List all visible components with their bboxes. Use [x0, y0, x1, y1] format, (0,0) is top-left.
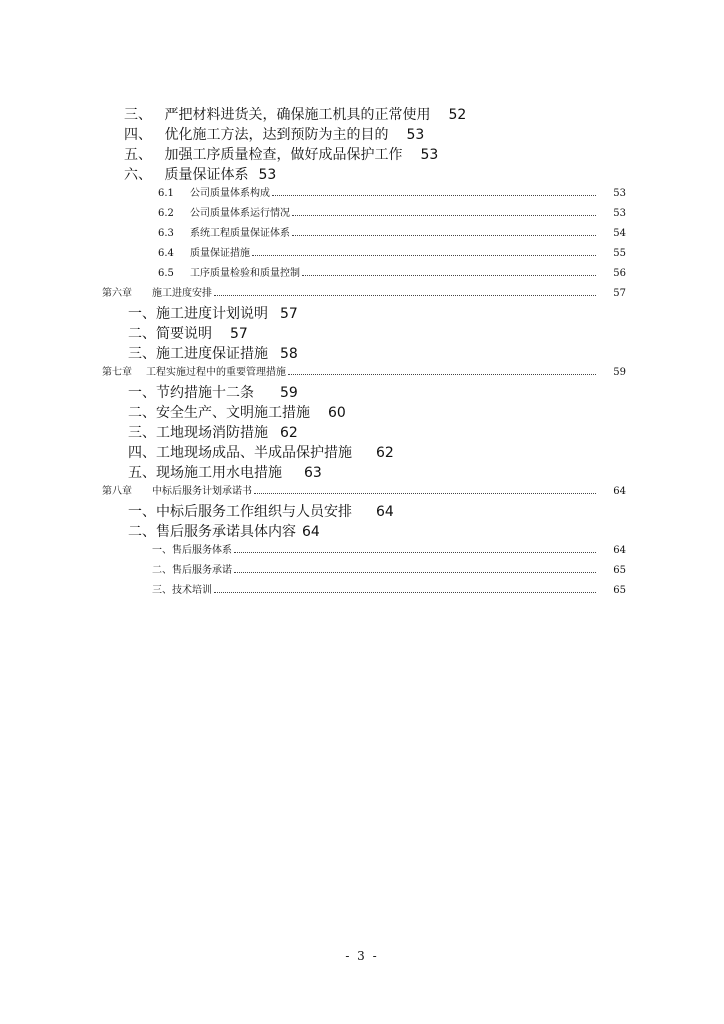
toc-chapter-page: 59: [613, 367, 626, 378]
toc-subentry[interactable]: [152, 583, 626, 599]
toc-entry[interactable]: [124, 145, 438, 165]
toc-subentry[interactable]: [152, 563, 626, 579]
dot-leader: [234, 571, 596, 573]
toc-entry-title: 一、中标后服务工作组织与人员安排: [128, 504, 352, 520]
toc-entry-page: 57: [280, 306, 298, 322]
toc-entry[interactable]: [128, 304, 298, 324]
toc-subentry[interactable]: [158, 266, 626, 282]
toc-entry-prefix: 六、: [124, 167, 152, 183]
toc-entry[interactable]: [128, 383, 298, 403]
toc-entry-page: 53: [420, 147, 439, 163]
toc-subentry-number: 6.5: [158, 268, 174, 279]
toc-subentry-page: 53: [613, 208, 626, 219]
toc-subentry-title: 质量保证措施: [190, 248, 250, 259]
toc-entry-prefix: 五、: [124, 147, 152, 163]
toc-subentry-page: 53: [613, 188, 626, 199]
toc-subentry-title: 一、售后服务体系: [152, 545, 232, 556]
dot-leader: [292, 234, 596, 236]
toc-entry-title: 质量保证体系: [164, 167, 249, 183]
dot-leader: [272, 194, 596, 196]
toc-chapter[interactable]: [102, 484, 626, 500]
toc-entry[interactable]: [128, 463, 322, 483]
page-number: - 3 -: [345, 949, 379, 963]
toc-entry-title: 四、工地现场成品、半成品保护措施: [128, 445, 352, 461]
toc-entry-title: 二、简要说明: [128, 326, 212, 342]
toc-chapter[interactable]: [102, 365, 626, 381]
toc-chapter[interactable]: [102, 286, 626, 302]
toc-chapter-title: 中标后服务计划承诺书: [152, 486, 252, 497]
toc-subentry-number: 6.1: [158, 188, 174, 199]
toc-entry-page: 59: [280, 385, 298, 401]
toc-entry[interactable]: [124, 105, 466, 125]
toc-entry[interactable]: [124, 165, 276, 185]
toc-chapter-title: 施工进度安排: [152, 288, 212, 299]
toc-chapter-page: 57: [613, 288, 626, 299]
dot-leader: [254, 492, 596, 494]
toc-entry-title: 三、工地现场消防措施: [128, 425, 268, 441]
toc-subentry-title: 三、技术培训: [152, 585, 212, 596]
toc-subentry[interactable]: [158, 226, 626, 242]
toc-subentry-title: 系统工程质量保证体系: [190, 228, 290, 239]
toc-entry-page: 52: [448, 107, 467, 123]
toc-entry-title: 一、节约措施十二条: [128, 385, 254, 401]
toc-entry-page: 62: [376, 445, 394, 461]
toc-entry-title: 优化施工方法，达到预防为主的目的: [164, 127, 389, 143]
toc-entry-title: 五、现场施工用水电措施: [128, 465, 282, 481]
toc-entry-prefix: 三、: [124, 107, 152, 123]
toc-subentry-number: 6.3: [158, 228, 174, 239]
toc-subentry-number: 6.2: [158, 208, 174, 219]
toc-subentry[interactable]: [158, 246, 626, 262]
toc-entry[interactable]: [128, 324, 248, 344]
toc-entry-title: 三、施工进度保证措施: [128, 346, 268, 362]
toc-entry-title: 二、安全生产、文明施工措施: [128, 405, 310, 421]
dot-leader: [292, 214, 596, 216]
toc-subentry-page: 65: [613, 585, 626, 596]
toc-subentry-title: 二、售后服务承诺: [152, 565, 232, 576]
toc-entry-page: 64: [376, 504, 394, 520]
toc-entry[interactable]: [128, 403, 346, 423]
toc-entry-page: 63: [304, 465, 322, 481]
toc-entry-page: 57: [230, 326, 248, 342]
toc-chapter-title: 工程实施过程中的重要管理措施: [146, 367, 286, 378]
toc-entry-page: 53: [258, 167, 277, 183]
dot-leader: [214, 591, 596, 593]
toc-entry[interactable]: [128, 423, 298, 443]
toc-entry-title: 一、施工进度计划说明: [128, 306, 268, 322]
toc-entry-page: 60: [328, 405, 346, 421]
toc-entry-page: 53: [406, 127, 425, 143]
toc-subentry-page: 54: [613, 228, 626, 239]
dot-leader: [234, 551, 596, 553]
toc-entry-prefix: 四、: [124, 127, 152, 143]
dot-leader: [252, 254, 596, 256]
toc-entry-page: 62: [280, 425, 298, 441]
toc-subentry-title: 工序质量检验和质量控制: [190, 268, 300, 279]
toc-entry-page: 64: [302, 524, 320, 540]
toc-subentry[interactable]: [152, 543, 626, 559]
toc-subentry-page: 65: [613, 565, 626, 576]
dot-leader: [214, 294, 596, 296]
dot-leader: [302, 274, 596, 276]
toc-chapter-label: 第八章: [102, 486, 132, 497]
toc-entry[interactable]: [128, 522, 320, 542]
toc-subentry[interactable]: [158, 206, 626, 222]
toc-entry-page: 58: [280, 346, 298, 362]
toc-entry-title: 加强工序质量检查，做好成品保护工作: [164, 147, 403, 163]
toc-chapter-page: 64: [613, 486, 626, 497]
toc-entry-title: 严把材料进货关，确保施工机具的正常使用: [164, 107, 431, 123]
toc-chapter-label: 第六章: [102, 288, 132, 299]
dot-leader: [288, 373, 596, 375]
toc-entry[interactable]: [128, 443, 394, 463]
toc-subentry-title: 公司质量体系构成: [190, 188, 270, 199]
toc-subentry-page: 64: [613, 545, 626, 556]
toc-entry[interactable]: [124, 125, 424, 145]
toc-subentry-page: 55: [613, 248, 626, 259]
toc-subentry[interactable]: [158, 186, 626, 202]
toc-subentry-page: 56: [613, 268, 626, 279]
toc-subentry-number: 6.4: [158, 248, 174, 259]
toc-entry[interactable]: [128, 502, 394, 522]
toc-entry[interactable]: [128, 344, 298, 364]
toc-chapter-label: 第七章: [102, 367, 132, 378]
toc-entry-title: 二、售后服务承诺具体内容: [128, 524, 296, 540]
toc-subentry-title: 公司质量体系运行情况: [190, 208, 290, 219]
